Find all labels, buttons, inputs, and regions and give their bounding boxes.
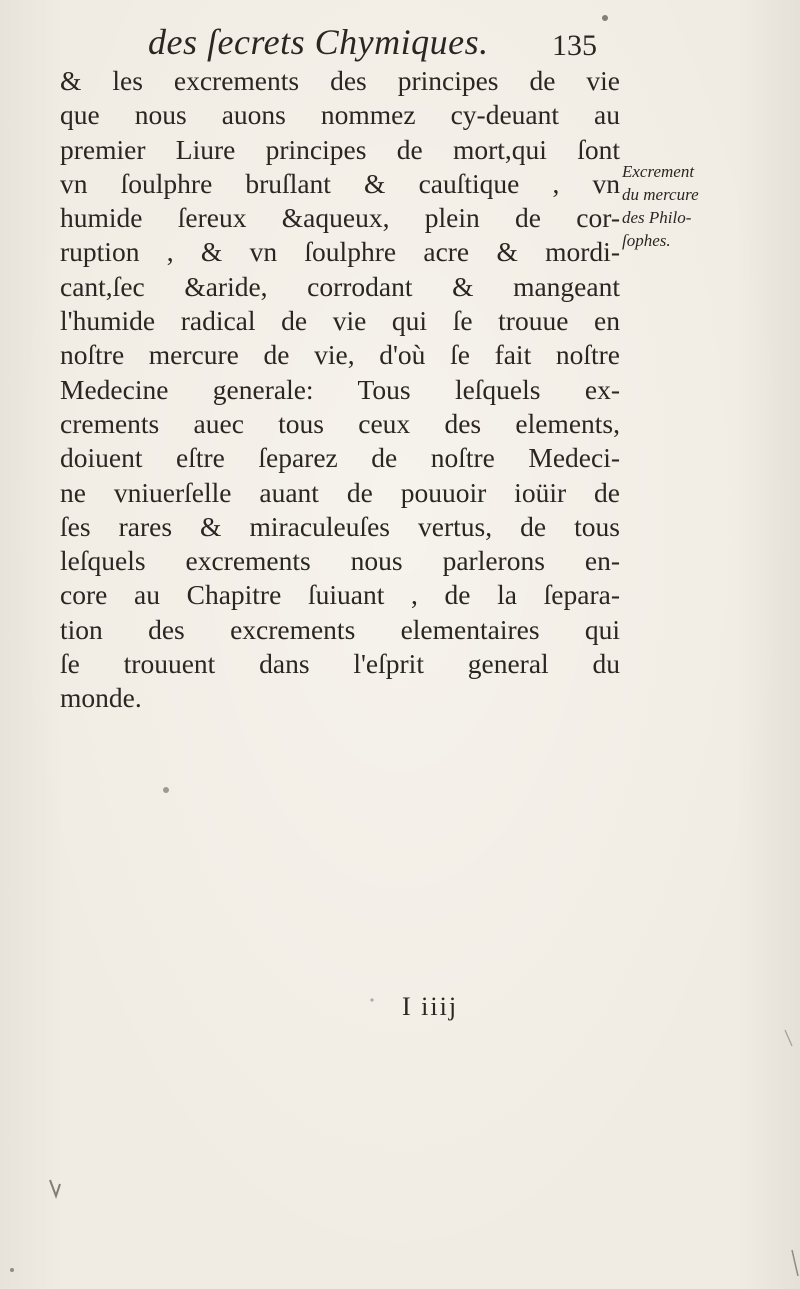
text-line: vn ſoulphre bruſlant & cauſtique , vn [60,167,620,199]
text-line: ſe trouuent dans l'eſprit general du [60,648,620,680]
text-line: ruption , & vn ſoulphre acre & mordi- [60,236,620,268]
text-line: crements auec tous ceux des elements, [60,407,620,439]
text-line: cant,ſec &aride, corrodant & mangeant [60,270,620,302]
text-line: noſtre mercure de vie, d'où ſe fait noſtre [60,339,620,371]
text-line: ne vniuerſelle auant de pouuoir ioüir de [60,476,620,508]
text-line: l'humide radical de vie qui ſe trouue en [60,305,620,337]
text-line: & les excrements des principes de vie [60,65,620,96]
text-line: ſes rares & miraculeuſes vertus, de tous [60,510,620,542]
body-text [60,64,620,716]
text-line: doiuent eſtre ſeparez de noſtre Medeci- [60,442,620,474]
running-title: des ſecrets Chymiques. [148,22,489,62]
text-line: core au Chapitre ſuiuant , de la ſepara- [60,579,620,611]
signature-mark: I iiij [402,992,459,1021]
text-line: humide ſereux &aqueux, plein de cor- [60,202,620,234]
text-line: leſquels excrements nous parlerons en- [60,545,620,577]
text-line: Medecine generale: Tous leſquels ex- [60,373,620,405]
marginal-note-line: Excrement [622,162,695,181]
page-number: 135 [552,29,597,62]
running-head [0,16,800,66]
marginal-note-line: du mercure [622,185,699,204]
marginal-note-line: ſophes. [622,231,671,250]
text-line: premier Liure principes de mort,qui ſont [60,133,620,165]
text-line: tion des excrements elementaires qui [60,613,620,645]
text-line: monde. [60,682,142,714]
marginal-note [622,160,800,252]
marginal-note-line: des Philo- [622,208,692,227]
text-line: que nous auons nommez cy-deuant au [60,99,620,131]
